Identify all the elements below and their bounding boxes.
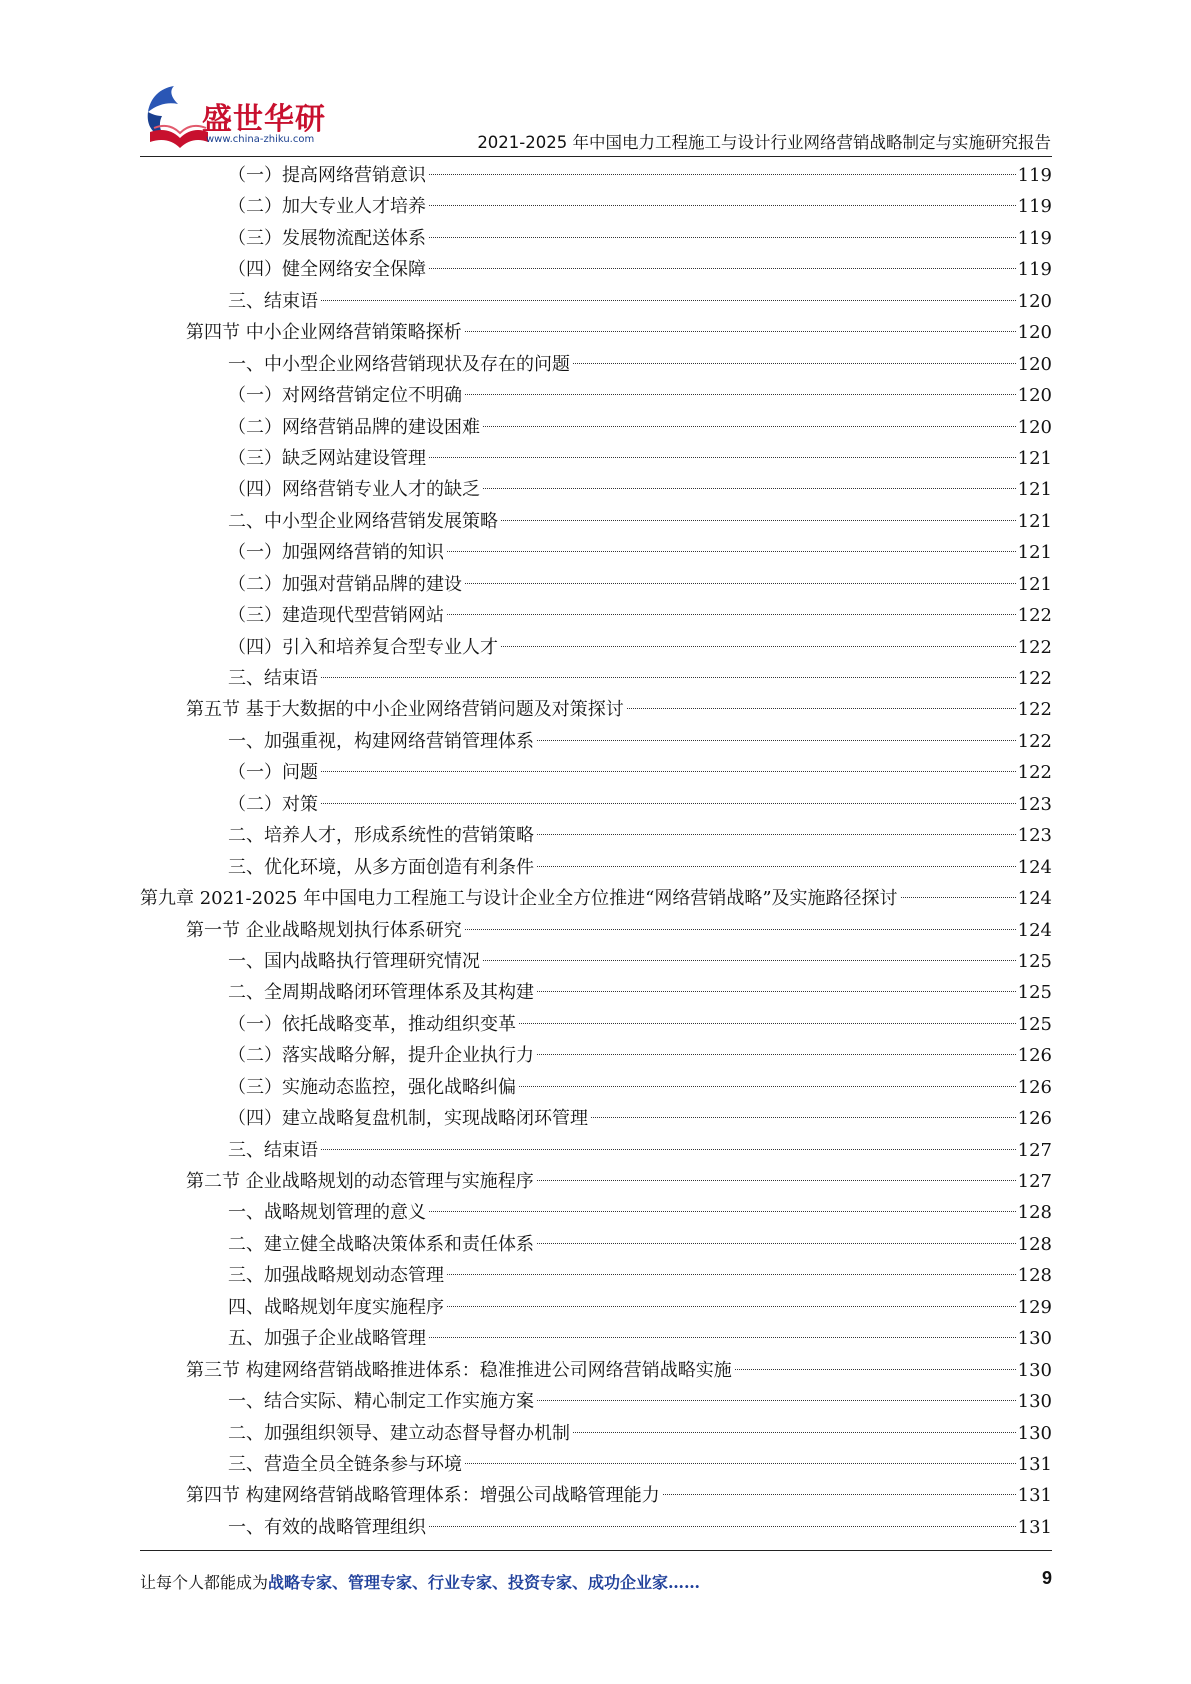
toc-entry[interactable] [140, 1103, 1052, 1134]
toc-entry[interactable] [140, 160, 1052, 191]
toc-entry-title: 一、国内战略执行管理研究情况 [228, 950, 480, 972]
toc-entry-page: 128 [1017, 1202, 1052, 1224]
toc-dot-leader [537, 1243, 1016, 1244]
toc-entry-title: 二、培养人才，形成系统性的营销策略 [228, 825, 534, 847]
toc-entry-page: 123 [1017, 825, 1052, 847]
toc-entry-page: 130 [1017, 1328, 1052, 1350]
toc-entry[interactable] [140, 1009, 1052, 1040]
toc-entry[interactable] [140, 946, 1052, 977]
toc-dot-leader [429, 457, 1016, 458]
toc-entry[interactable] [140, 600, 1052, 631]
toc-entry-page: 121 [1017, 479, 1052, 501]
toc-entry-title: 三、加强战略规划动态管理 [228, 1265, 444, 1287]
toc-dot-leader [465, 1463, 1016, 1464]
toc-entry-page: 123 [1017, 793, 1052, 815]
toc-entry-title: 一、战略规划管理的意义 [228, 1202, 426, 1224]
toc-dot-leader [537, 1054, 1016, 1055]
toc-dot-leader [483, 960, 1016, 961]
toc-dot-leader [447, 1274, 1016, 1275]
toc-dot-leader [447, 551, 1016, 552]
toc-entry-title: （一）加强网络营销的知识 [228, 542, 444, 564]
toc-entry-title: （一）依托战略变革，推动组织变革 [228, 1013, 516, 1035]
toc-entry-title: 一、结合实际、精心制定工作实施方案 [228, 1391, 534, 1413]
toc-entry-title: （四）引入和培养复合型专业人才 [228, 636, 498, 658]
toc-entry[interactable] [140, 663, 1052, 694]
toc-dot-leader [465, 929, 1016, 930]
toc-dot-leader [321, 803, 1016, 804]
toc-entry[interactable] [140, 569, 1052, 600]
toc-dot-leader [429, 205, 1016, 206]
toc-entry[interactable] [140, 694, 1052, 725]
toc-entry-page: 120 [1017, 353, 1052, 375]
toc-entry[interactable] [140, 820, 1052, 851]
toc-entry-title: （二）网络营销品牌的建设困难 [228, 416, 480, 438]
toc-entry-page: 131 [1017, 1453, 1052, 1475]
toc-dot-leader [501, 646, 1016, 647]
toc-entry-page: 119 [1017, 259, 1052, 281]
toc-entry[interactable] [140, 1292, 1052, 1323]
toc-dot-leader [519, 1023, 1016, 1024]
table-of-contents [140, 160, 1052, 1543]
toc-dot-leader [735, 1369, 1016, 1370]
toc-entry-title: 第九章 2021-2025 年中国电力工程施工与设计企业全方位推进“网络营销战略”及实施路径探讨 [140, 888, 898, 910]
toc-entry[interactable] [140, 883, 1052, 914]
report-title: 2021-2025 年中国电力工程施工与设计行业网络营销战略制定与实施研究报告 [477, 133, 1051, 152]
toc-entry[interactable] [140, 1229, 1052, 1260]
toc-entry-page: 126 [1017, 1108, 1052, 1130]
toc-entry-title: 一、有效的战略管理组织 [228, 1516, 426, 1538]
toc-entry-page: 121 [1017, 510, 1052, 532]
toc-entry-title: 二、中小型企业网络营销发展策略 [228, 510, 498, 532]
toc-entry[interactable] [140, 506, 1052, 537]
toc-entry[interactable] [140, 977, 1052, 1008]
logo-url: www.china-zhiku.com [206, 134, 315, 145]
toc-dot-leader [519, 1086, 1016, 1087]
toc-entry-page: 125 [1017, 1013, 1052, 1035]
toc-entry[interactable] [140, 191, 1052, 222]
logo-book-icon [140, 82, 210, 154]
toc-dot-leader [447, 1306, 1016, 1307]
toc-entry-page: 121 [1017, 573, 1052, 595]
toc-dot-leader [429, 237, 1016, 238]
toc-dot-leader [447, 614, 1016, 615]
toc-entry-title: 三、结束语 [228, 668, 318, 689]
toc-entry[interactable] [140, 789, 1052, 820]
toc-entry-title: （一）对网络营销定位不明确 [228, 385, 462, 407]
toc-entry-page: 121 [1017, 542, 1052, 564]
toc-dot-leader [537, 991, 1016, 992]
toc-entry-page: 130 [1017, 1422, 1052, 1444]
toc-entry-page: 119 [1017, 227, 1052, 249]
toc-entry[interactable] [140, 1355, 1052, 1386]
toc-entry-title: （二）对策 [228, 793, 318, 815]
toc-entry-title: （一）问题 [228, 762, 318, 784]
toc-entry-title: 第二节 企业战略规划的动态管理与实施程序 [186, 1171, 534, 1192]
toc-dot-leader [429, 268, 1016, 269]
toc-entry-title: 第一节 企业战略规划执行体系研究 [186, 919, 462, 941]
toc-entry[interactable] [140, 1418, 1052, 1449]
toc-entry-title: （四）健全网络安全保障 [228, 259, 426, 281]
toc-entry[interactable] [140, 1480, 1052, 1511]
logo-name: 盛世华研 [202, 102, 326, 137]
toc-dot-leader [429, 1337, 1016, 1338]
toc-dot-leader [321, 300, 1016, 301]
toc-dot-leader [429, 1211, 1016, 1212]
toc-entry-page: 122 [1017, 699, 1052, 721]
toc-dot-leader [321, 1149, 1016, 1150]
toc-entry[interactable] [140, 380, 1052, 411]
toc-entry[interactable] [140, 474, 1052, 505]
toc-entry-title: （三）缺乏网站建设管理 [228, 447, 426, 469]
toc-entry-title: （一）提高网络营销意识 [228, 165, 426, 186]
toc-dot-leader [901, 897, 1016, 898]
toc-entry[interactable] [140, 1072, 1052, 1103]
toc-entry-title: 二、加强组织领导、建立动态督导督办机制 [228, 1422, 570, 1444]
toc-entry-title: 三、结束语 [228, 1139, 318, 1161]
toc-entry-title: （二）落实战略分解，提升企业执行力 [228, 1045, 534, 1067]
toc-entry-page: 121 [1017, 447, 1052, 469]
toc-entry[interactable] [140, 317, 1052, 348]
toc-entry-title: （三）建造现代型营销网站 [228, 605, 444, 627]
toc-entry[interactable] [140, 1512, 1052, 1543]
toc-entry-page: 122 [1017, 636, 1052, 658]
toc-dot-leader [537, 740, 1016, 741]
toc-entry-title: 四、战略规划年度实施程序 [228, 1296, 444, 1318]
toc-dot-leader [627, 708, 1016, 709]
toc-entry[interactable] [140, 1166, 1052, 1197]
toc-entry-page: 128 [1017, 1265, 1052, 1287]
toc-entry-page: 131 [1017, 1516, 1052, 1538]
toc-entry[interactable] [140, 726, 1052, 757]
toc-entry-title: 二、全周期战略闭环管理体系及其构建 [228, 982, 534, 1004]
toc-dot-leader [465, 394, 1016, 395]
toc-entry-page: 131 [1017, 1485, 1052, 1507]
toc-dot-leader [501, 520, 1016, 521]
toc-dot-leader [663, 1494, 1016, 1495]
toc-dot-leader [321, 771, 1016, 772]
toc-entry-page: 120 [1017, 416, 1052, 438]
toc-entry[interactable] [140, 537, 1052, 568]
toc-dot-leader [537, 834, 1016, 835]
toc-entry[interactable] [140, 852, 1052, 883]
toc-entry-page: 120 [1017, 385, 1052, 407]
toc-entry-page: 124 [1017, 856, 1052, 878]
toc-dot-leader [429, 174, 1016, 175]
toc-entry[interactable] [140, 286, 1052, 317]
toc-entry-title: 三、营造全员全链条参与环境 [228, 1453, 462, 1475]
toc-entry-title: 三、优化环境，从多方面创造有利条件 [228, 856, 534, 878]
toc-dot-leader [537, 1180, 1016, 1181]
toc-entry-page: 124 [1017, 888, 1052, 910]
toc-entry-page: 120 [1017, 322, 1052, 344]
toc-entry[interactable] [140, 349, 1052, 380]
toc-dot-leader [537, 1400, 1016, 1401]
footer-slogan [140, 1570, 700, 1593]
toc-entry-title: 一、加强重视，构建网络营销管理体系 [228, 730, 534, 752]
toc-entry[interactable] [140, 412, 1052, 443]
toc-dot-leader [573, 363, 1016, 364]
toc-entry-page: 127 [1017, 1139, 1052, 1161]
toc-entry-title: （三）发展物流配送体系 [228, 227, 426, 249]
toc-entry[interactable] [140, 1040, 1052, 1071]
toc-entry-page: 127 [1017, 1171, 1052, 1192]
toc-entry-title: 第四节 构建网络营销战略管理体系：增强公司战略管理能力 [186, 1485, 660, 1507]
toc-entry-page: 126 [1017, 1045, 1052, 1067]
toc-entry[interactable] [140, 223, 1052, 254]
toc-entry-page: 125 [1017, 950, 1052, 972]
toc-dot-leader [537, 866, 1016, 867]
toc-entry-page: 124 [1017, 919, 1052, 941]
toc-dot-leader [465, 583, 1016, 584]
toc-dot-leader [465, 331, 1016, 332]
toc-dot-leader [483, 426, 1016, 427]
toc-entry[interactable] [140, 1386, 1052, 1417]
toc-entry[interactable] [140, 632, 1052, 663]
toc-dot-leader [321, 677, 1016, 678]
toc-entry[interactable] [140, 1323, 1052, 1354]
toc-entry-page: 122 [1017, 605, 1052, 627]
slogan-roles: 战略专家、管理专家、行业专家、投资专家、成功企业家…… [268, 1573, 701, 1592]
page-number: 9 [1041, 1568, 1052, 1588]
toc-entry-page: 122 [1017, 668, 1052, 689]
toc-entry[interactable] [140, 1449, 1052, 1480]
toc-entry-title: 三、结束语 [228, 290, 318, 312]
toc-entry-title: （二）加强对营销品牌的建设 [228, 573, 462, 595]
footer-divider [140, 1550, 1052, 1551]
page-header [0, 0, 1191, 160]
toc-entry-title: （二）加大专业人才培养 [228, 196, 426, 218]
slogan-lead: 让每个人都能成为 [140, 1573, 269, 1592]
toc-entry-page: 119 [1017, 196, 1052, 218]
toc-entry-title: （四）建立战略复盘机制，实现战略闭环管理 [228, 1108, 588, 1130]
toc-entry[interactable] [140, 254, 1052, 285]
toc-entry-title: 第五节 基于大数据的中小企业网络营销问题及对策探讨 [186, 699, 624, 721]
company-logo [140, 82, 340, 154]
toc-entry-page: 122 [1017, 762, 1052, 784]
toc-dot-leader [591, 1117, 1016, 1118]
toc-entry-page: 129 [1017, 1296, 1052, 1318]
toc-entry-page: 130 [1017, 1391, 1052, 1413]
toc-dot-leader [573, 1432, 1016, 1433]
header-divider [140, 156, 1052, 157]
toc-entry-page: 122 [1017, 730, 1052, 752]
toc-entry[interactable] [140, 1197, 1052, 1228]
toc-entry[interactable] [140, 757, 1052, 788]
toc-dot-leader [429, 1526, 1016, 1527]
toc-entry[interactable] [140, 443, 1052, 474]
toc-entry-title: （三）实施动态监控，强化战略纠偏 [228, 1076, 516, 1098]
toc-entry[interactable] [140, 915, 1052, 946]
toc-entry[interactable] [140, 1135, 1052, 1166]
toc-entry-page: 126 [1017, 1076, 1052, 1098]
toc-entry-title: 第三节 构建网络营销战略推进体系：稳准推进公司网络营销战略实施 [186, 1359, 732, 1381]
toc-entry-page: 130 [1017, 1359, 1052, 1381]
toc-entry-title: 五、加强子企业战略管理 [228, 1328, 426, 1350]
toc-entry-title: 第四节 中小企业网络营销策略探析 [186, 322, 462, 344]
toc-entry-page: 125 [1017, 982, 1052, 1004]
toc-entry[interactable] [140, 1260, 1052, 1291]
toc-entry-page: 128 [1017, 1233, 1052, 1255]
toc-entry-page: 119 [1017, 165, 1052, 186]
toc-entry-title: 二、建立健全战略决策体系和责任体系 [228, 1233, 534, 1255]
toc-entry-title: （四）网络营销专业人才的缺乏 [228, 479, 480, 501]
toc-entry-page: 120 [1017, 290, 1052, 312]
toc-dot-leader [483, 488, 1016, 489]
toc-entry-title: 一、中小型企业网络营销现状及存在的问题 [228, 353, 570, 375]
